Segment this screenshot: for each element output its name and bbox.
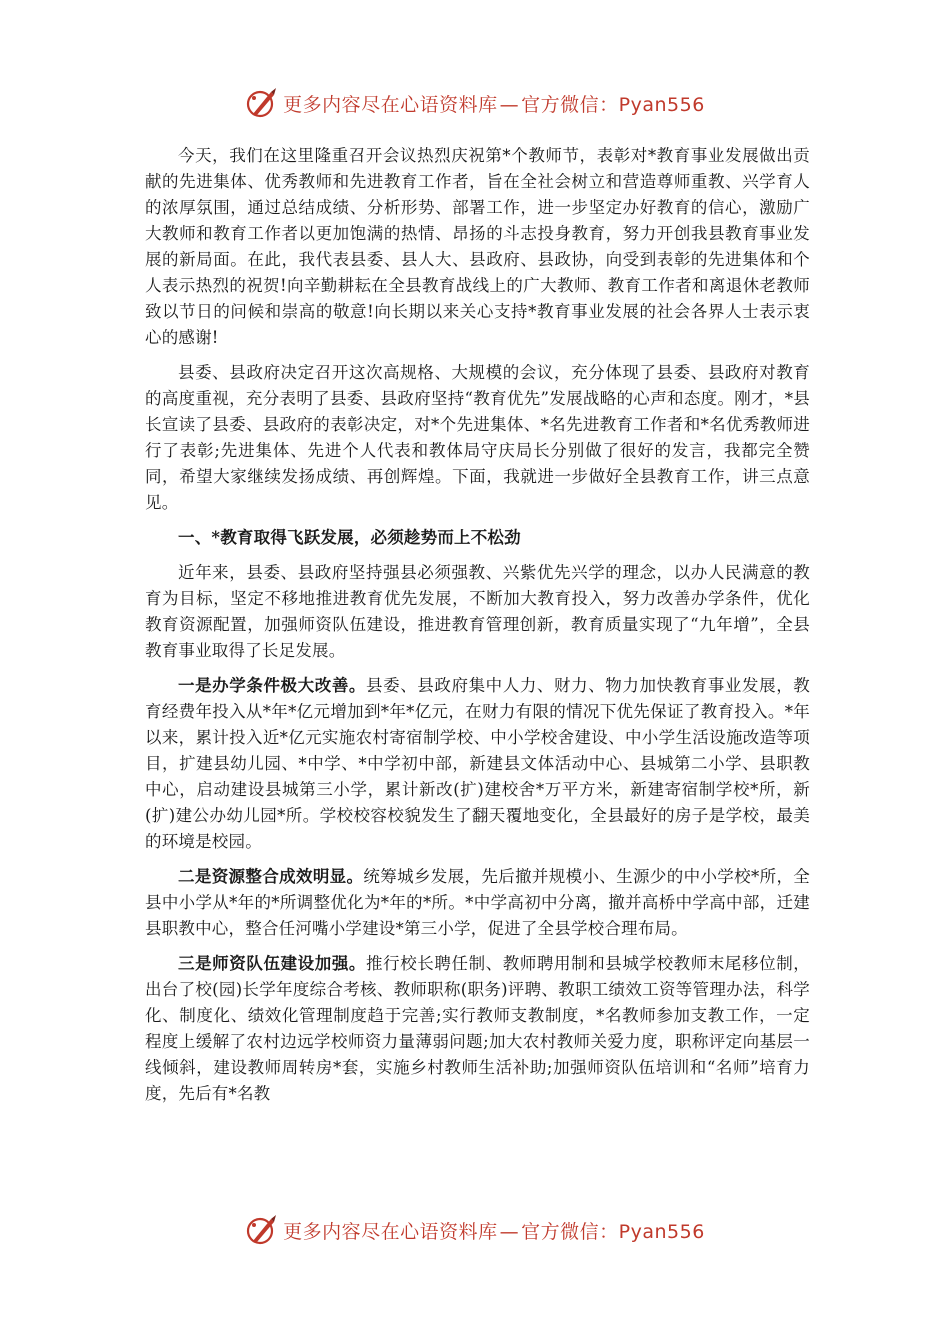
- paragraph: [145, 360, 810, 516]
- paragraph-text: 近年来，县委、县政府坚持强县必须强教、兴紫优先兴学的理念，以办人民满意的教育为目标，坚定不移地推进教育优先发展，不断加大教育投入，努力改善办学条件，优化教育资源配置，加强师资队伍建设，推进教育管理创新，教育质量实现了“九年增”，全县教育事业取得了长足发展。: [145, 563, 810, 660]
- quill-logo-icon: [245, 1213, 279, 1247]
- paragraph-lead: 二是资源整合成效明显。: [178, 867, 364, 886]
- banner-text: [283, 1217, 705, 1244]
- banner-dash: —: [499, 1220, 520, 1243]
- quill-logo-icon: [245, 86, 279, 120]
- paragraph-text: 推行校长聘任制、教师聘用制和县城学校教师末尾移位制，出台了校(园)长学年度综合考核、教师职称(职务)评聘、教职工绩效工资等管理办法，科学化、制度化、绩效化管理制度趋于完善;实行教师支教制度，*名教师参加支教工作，一定程度上缓解了农村边远学校师资力量薄弱问题;加大农村教师关爱力度，职称评定向基层一线倾斜，建设教师周转房*套，实施乡村教师生活补助;加强师资队伍培训和“名师”培育力度，先后有*名教: [145, 954, 811, 1103]
- section-heading: 一、*教育取得飞跃发展，必须趁势而上不松劲: [178, 528, 521, 547]
- banner-right-text: 官方微信：Pyan556: [521, 1220, 705, 1243]
- banner-right-text: 官方微信：Pyan556: [521, 93, 705, 116]
- banner-dash: —: [499, 93, 520, 116]
- banner-left-text: 更多内容尽在心语资料库: [283, 93, 498, 116]
- paragraph-text: 统筹城乡发展，先后撤并规模小、生源少的中小学校*所，全县中小学从*年的*所调整优化为*年的*所。*中学高初中分离，撤并高桥中学高中部，迁建县职教中心，整合任河嘴小学建设*第三小学，促进了全县学校合理布局。: [145, 867, 811, 938]
- paragraph: [145, 951, 810, 1107]
- paragraph: [145, 673, 810, 855]
- banner-left-text: 更多内容尽在心语资料库: [283, 1220, 498, 1243]
- paragraph-lead: 一是办学条件极大改善。: [178, 676, 367, 695]
- paragraph-text: 县委、县政府集中人力、财力、物力加快教育事业发展，教育经费年投入从*年*亿元增加到*年*亿元，在财力有限的情况下优先保证了教育投入。*年以来，累计投入近*亿元实施农村寄宿制学校、中小学校舍建设、中小学生活设施改造等项目，扩建县幼儿园、*中学、*中学初中部，新建县文体活动中心、县城第二小学、县职教中心，启动建设县城第三小学，累计新改(扩)建校舍*万平方米，新建寄宿制学校*所，新(扩)建公办幼儿园*所。学校校容校貌发生了翻天覆地变化，全县最好的房子是学校，最美的环境是校园。: [145, 676, 811, 851]
- paragraph-text: 县委、县政府决定召开这次高规格、大规模的会议，充分体现了县委、县政府对教育的高度重视，充分表明了县委、县政府坚持“教育优先”发展战略的心声和态度。刚才，*县长宣读了县委、县政府的表彰决定，对*个先进集体、*名先进教育工作者和*名优秀教师进行了表彰;先进集体、先进个人代表和教体局守庆局长分别做了很好的发言，我都完全赞同，希望大家继续发扬成绩、再创辉煌。下面，我就进一步做好全县教育工作，讲三点意见。: [145, 363, 810, 512]
- header-banner: [0, 85, 950, 121]
- paragraph: [145, 143, 810, 351]
- paragraph-lead: 三是师资队伍建设加强。: [178, 954, 367, 973]
- paragraph-text: 今天，我们在这里隆重召开会议热烈庆祝第*个教师节，表彰对*教育事业发展做出贡献的先进集体、优秀教师和先进教育工作者，旨在全社会树立和营造尊师重教、兴学育人的浓厚氛围，通过总结成绩、分析形势、部署工作，进一步坚定办好教育的信心，激励广大教师和教育工作者以更加饱满的热情、昂扬的斗志投身教育，努力开创我县教育事业发展的新局面。在此，我代表县委、县人大、县政府、县政协，向受到表彰的先进集体和个人表示热烈的祝贺!向辛勤耕耘在全县教育战线上的广大教师、教育工作者和离退休老教师致以节日的问候和崇高的敬意!向长期以来关心支持*教育事业发展的社会各界人士表示衷心的感谢!: [145, 146, 810, 347]
- document-body: [145, 143, 810, 1116]
- paragraph: [145, 864, 810, 942]
- paragraph: [145, 560, 810, 664]
- banner-text: [283, 90, 705, 117]
- footer-banner: [0, 1212, 950, 1248]
